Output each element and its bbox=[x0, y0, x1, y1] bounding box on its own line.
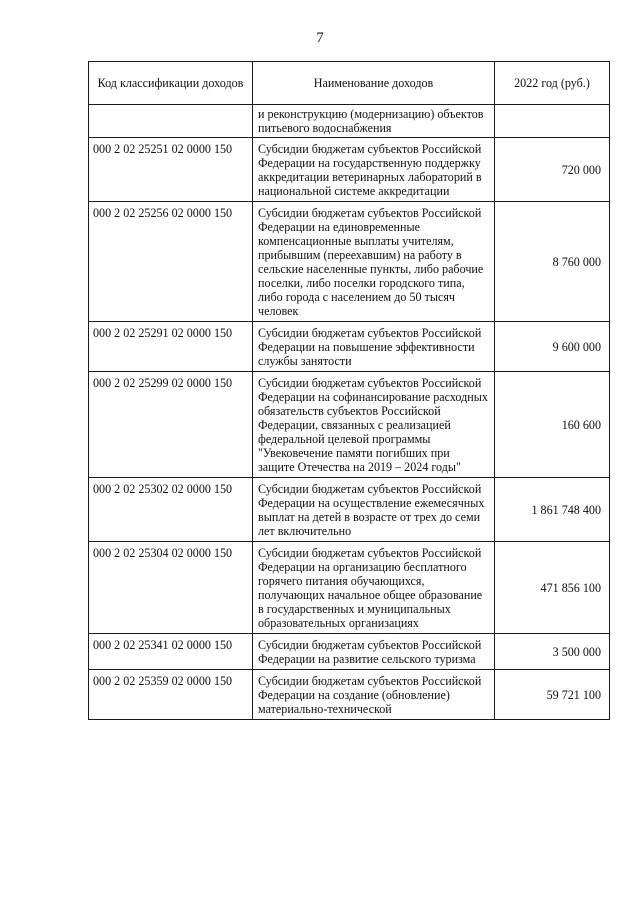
cell-name: Субсидии бюджетам субъектов Российской Федерации на повышение эффективности службы занятости bbox=[253, 322, 495, 372]
cell-code: 000 2 02 25256 02 0000 150 bbox=[89, 202, 253, 322]
table-row bbox=[89, 138, 610, 202]
cell-code: 000 2 02 25291 02 0000 150 bbox=[89, 322, 253, 372]
cell-name: Субсидии бюджетам субъектов Российской Федерации на софинансирование расходных обязательств субъектов Российской Федерации, связанных с реализацией федеральной целевой программы "Увековечение памяти погибших при защите Отечества на 2019 – 2024 годы" bbox=[253, 372, 495, 478]
table-row bbox=[89, 322, 610, 372]
table-row bbox=[89, 372, 610, 478]
table-body bbox=[89, 105, 610, 720]
cell-amount: 160 600 bbox=[495, 372, 610, 478]
cell-code: 000 2 02 25251 02 0000 150 bbox=[89, 138, 253, 202]
table-row bbox=[89, 670, 610, 720]
cell-name: Субсидии бюджетам субъектов Российской Федерации на единовременные компенсационные выплаты учителям, прибывшим (переехавшим) на работу в сельские населенные пункты, либо рабочие поселки, либо поселки городского типа, либо города с населением до 50 тысяч человек bbox=[253, 202, 495, 322]
cell-name: Субсидии бюджетам субъектов Российской Федерации на создание (обновление) материально-технической bbox=[253, 670, 495, 720]
cell-code: 000 2 02 25359 02 0000 150 bbox=[89, 670, 253, 720]
header-row bbox=[89, 62, 610, 105]
cell-amount: 1 861 748 400 bbox=[495, 478, 610, 542]
cell-name: Субсидии бюджетам субъектов Российской Федерации на осуществление ежемесячных выплат на детей в возрасте от трех до семи лет включительно bbox=[253, 478, 495, 542]
continuation-row bbox=[89, 105, 610, 138]
cell-amount: 9 600 000 bbox=[495, 322, 610, 372]
header-name: Наименование доходов bbox=[253, 62, 495, 105]
cell-code: 000 2 02 25341 02 0000 150 bbox=[89, 634, 253, 670]
table-header bbox=[89, 62, 610, 105]
cell-code bbox=[89, 105, 253, 138]
cell-code: 000 2 02 25299 02 0000 150 bbox=[89, 372, 253, 478]
table-row bbox=[89, 478, 610, 542]
cell-code: 000 2 02 25302 02 0000 150 bbox=[89, 478, 253, 542]
page-number: 7 bbox=[316, 30, 324, 46]
table-row bbox=[89, 202, 610, 322]
cell-name: Субсидии бюджетам субъектов Российской Федерации на государственную поддержку аккредитации ветеринарных лабораторий в национальной системе аккредитации bbox=[253, 138, 495, 202]
cell-amount: 3 500 000 bbox=[495, 634, 610, 670]
cell-amount: 59 721 100 bbox=[495, 670, 610, 720]
cell-amount: 471 856 100 bbox=[495, 542, 610, 634]
cell-amount bbox=[495, 105, 610, 138]
income-table bbox=[88, 61, 610, 720]
cell-name: Субсидии бюджетам субъектов Российской Федерации на организацию бесплатного горячего питания обучающихся, получающих начальное общее образование в государственных и муниципальных образовательных организациях bbox=[253, 542, 495, 634]
cell-name: Субсидии бюджетам субъектов Российской Федерации на развитие сельского туризма bbox=[253, 634, 495, 670]
cell-name: и реконструкцию (модернизацию) объектов питьевого водоснабжения bbox=[253, 105, 495, 138]
cell-code: 000 2 02 25304 02 0000 150 bbox=[89, 542, 253, 634]
header-code: Код классификации доходов bbox=[89, 62, 253, 105]
table-row bbox=[89, 542, 610, 634]
table-row bbox=[89, 634, 610, 670]
header-amount: 2022 год (руб.) bbox=[495, 62, 610, 105]
cell-amount: 720 000 bbox=[495, 138, 610, 202]
cell-amount: 8 760 000 bbox=[495, 202, 610, 322]
